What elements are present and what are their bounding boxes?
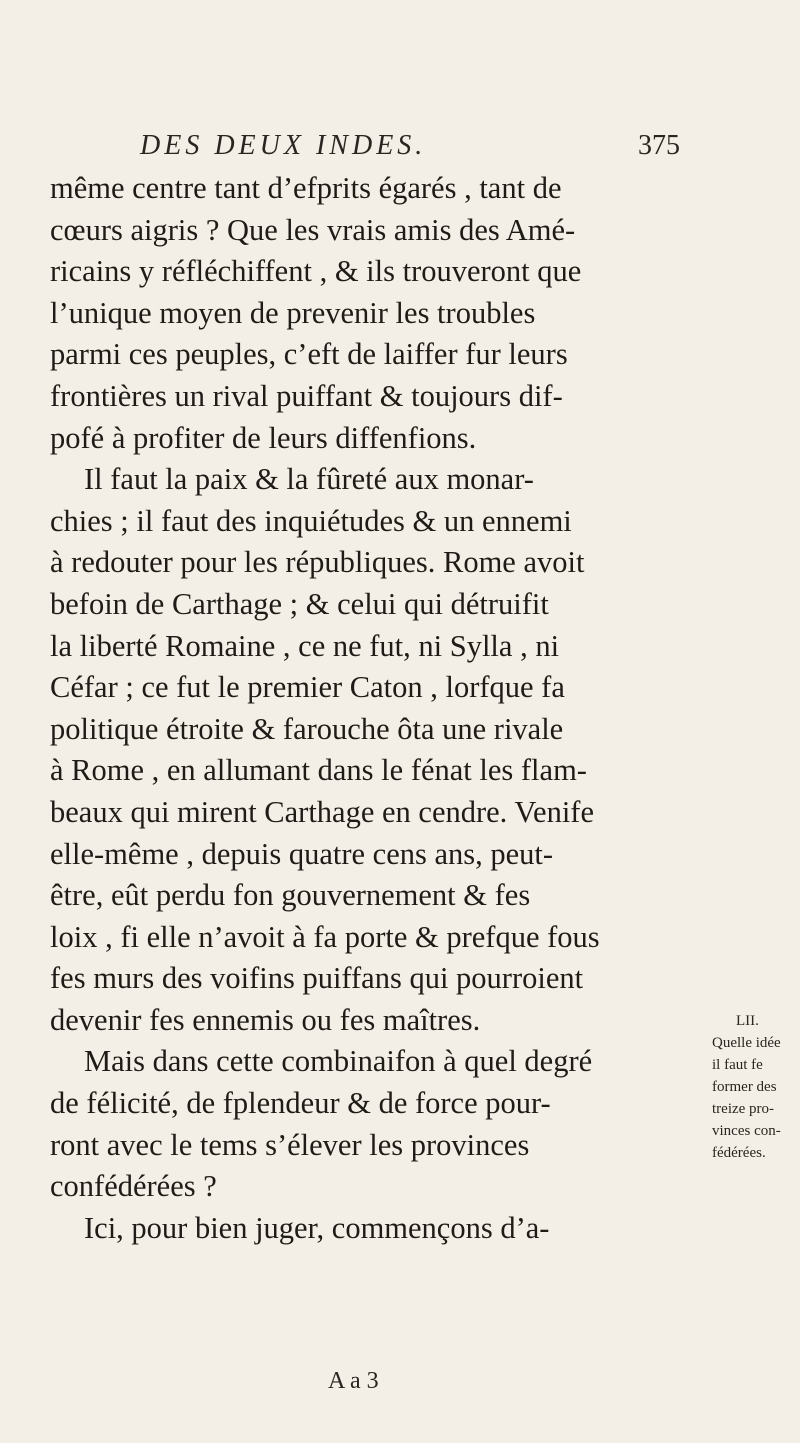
text-line: l’unique moyen de prevenir les troubles (50, 295, 536, 330)
text-line: même centre tant d’efprits égarés , tant de (50, 171, 562, 205)
text-line: befoin de Carthage ; & celui qui détruifit (50, 586, 549, 621)
text-line: loix , fi elle n’avoit à fa porte & prefque fous (50, 919, 600, 954)
text-line: fes murs des voifins puiffans qui pourroient (50, 961, 584, 996)
text-line: beaux qui mirent Carthage en cendre. Venife (50, 794, 594, 829)
text-line: pofé à profiter de leurs diffenfions. (50, 420, 477, 455)
margin-note-line: Quelle idée (712, 1035, 781, 1051)
margin-note-line: vinces con- (712, 1123, 781, 1139)
page-header (140, 130, 680, 162)
text-line: confédérées ? (50, 1169, 217, 1204)
signature-mark: A a 3 (328, 1368, 379, 1394)
margin-note-number: LII. (736, 1013, 759, 1029)
margin-note (712, 1010, 796, 1164)
text-line: cœurs aigris ? Que les vrais amis des Amé- (50, 212, 576, 247)
text-line: Il faut la paix & la fûreté aux monar- (84, 462, 534, 497)
running-title: DES DEUX INDES. (140, 130, 427, 161)
text-line: Mais dans cette combinaifon à quel degré (84, 1044, 593, 1079)
text-line: à redouter pour les républiques. Rome avoit (50, 545, 585, 580)
page-number: 375 (638, 130, 680, 161)
text-line: parmi ces peuples, c’eft de laiffer fur leurs (50, 337, 568, 372)
margin-note-line: treize pro- (712, 1101, 775, 1117)
margin-note-line: il faut fe (712, 1057, 763, 1073)
margin-note-line: former des (712, 1079, 777, 1095)
text-line: de félicité, de fplendeur & de force pour- (50, 1086, 551, 1121)
body-text (50, 168, 690, 1249)
margin-note-line: fédérées. (712, 1145, 766, 1161)
text-line: ront avec le tems s’élever les provinces (50, 1127, 530, 1162)
text-line: être, eût perdu fon gouvernement & fes (50, 878, 531, 913)
text-line: devenir fes ennemis ou fes maîtres. (50, 1002, 481, 1037)
text-line: elle-même , depuis quatre cens ans, peut- (50, 836, 554, 871)
text-line: à Rome , en allumant dans le fénat les flam- (50, 753, 587, 788)
text-line: Ici, pour bien juger, commençons d’a- (84, 1210, 550, 1245)
text-line: politique étroite & farouche ôta une rivale (50, 711, 564, 746)
text-line: Céfar ; ce fut le premier Caton , lorfque fa (50, 670, 565, 705)
text-line: frontières un rival puiffant & toujours dif- (50, 378, 563, 413)
text-line: chies ; il faut des inquiétudes & un ennemi (50, 503, 572, 538)
text-line: la liberté Romaine , ce ne fut, ni Sylla , ni (50, 628, 560, 663)
text-line: ricains y réfléchiffent , & ils trouveront que (50, 254, 582, 289)
